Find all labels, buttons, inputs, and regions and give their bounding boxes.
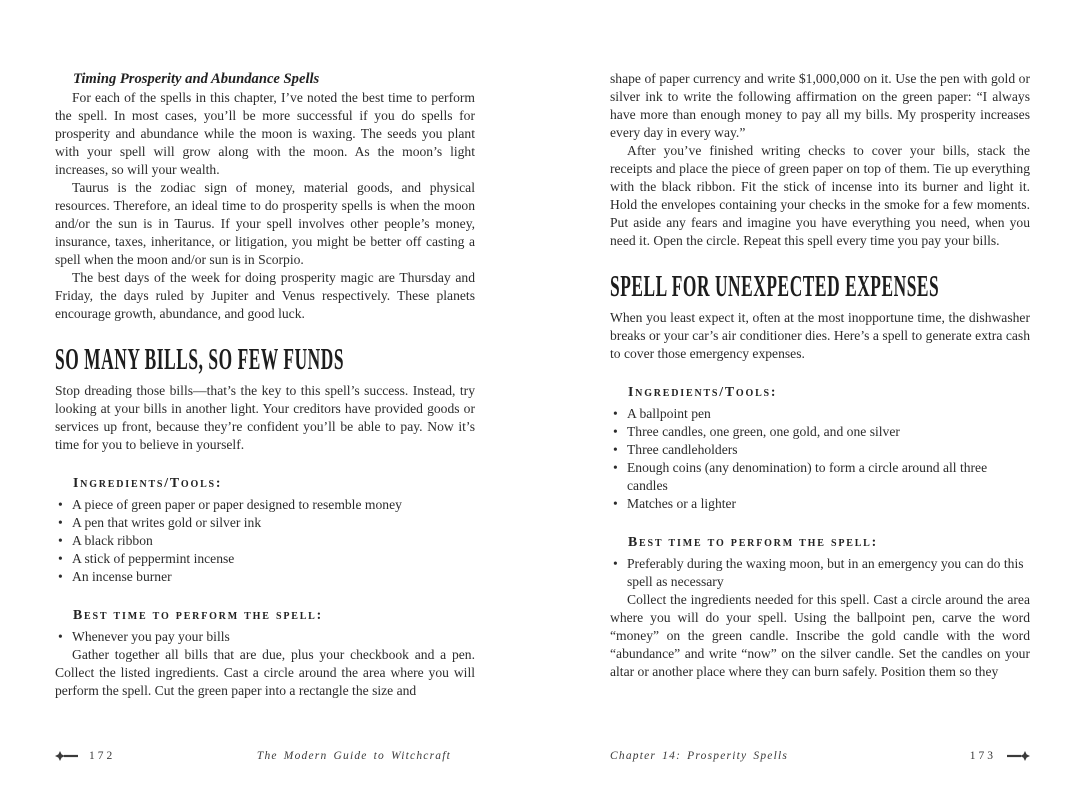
subheading-timing-spells: Timing Prosperity and Abundance Spells bbox=[73, 71, 320, 87]
body-paragraph: shape of paper currency and write $1,000,000 on it. Use the pen with gold or silver ink to write the following affirmation on the green paper: “I always have more than enough money to pay all my bills. My prosperity increases every day in every way.” bbox=[610, 71, 1030, 140]
arrow-ornament-right-icon bbox=[1006, 751, 1030, 761]
best-time-list bbox=[55, 628, 475, 646]
list-item: • Preferably during the waxing moon, but in an emergency you can do this spell as necessary bbox=[610, 555, 1030, 591]
section-intro-paragraph: When you least expect it, often at the most inopportune time, the dishwasher breaks or your car’s air conditioner dies. Here’s a spell to generate extra cash to cover those emergency expenses. bbox=[610, 310, 1030, 361]
page-number: 173 bbox=[969, 750, 996, 762]
list-item: • Three candleholders bbox=[610, 441, 1030, 459]
page-right bbox=[533, 0, 1066, 800]
section-heading-unexpected-expenses: SPELL FOR UNEXPECTED EXPENSES bbox=[610, 268, 940, 303]
page-right-content bbox=[610, 0, 1030, 681]
list-item: • Whenever you pay your bills bbox=[55, 628, 475, 646]
body-paragraph: The best days of the week for doing prosperity magic are Thursday and Friday, the days ruled by Jupiter and Venus respectively. These planets encourage growth, abundance, and good luck. bbox=[55, 270, 475, 321]
ingredients-tools-label: Ingredients/Tools: bbox=[73, 475, 223, 490]
page-number: 172 bbox=[89, 750, 116, 762]
list-item: • Three candles, one green, one gold, and one silver bbox=[610, 423, 1030, 441]
body-paragraph: For each of the spells in this chapter, I’ve noted the best time to perform the spell. In most cases, you’ll be more successful if you do spells for prosperity and abundance while the moon is waxing. The seeds you plant with your spell will grow along with the moon. As the moon’s light increases, so will your wealth. bbox=[55, 90, 475, 177]
footer-left bbox=[55, 750, 475, 762]
body-paragraph: Taurus is the zodiac sign of money, material goods, and physical resources. Therefore, an ideal time to do prosperity spells is when the moon and/or the sun is in Taurus. If your spell involves other people’s money, insurance, taxes, inheritance, or litigation, you might be better off casting a spell when the moon and/or sun is in Scorpio. bbox=[55, 180, 475, 267]
list-item: • A stick of peppermint incense bbox=[55, 550, 475, 568]
footer-right bbox=[610, 750, 1030, 762]
list-item: • A piece of green paper or paper designed to resemble money bbox=[55, 496, 475, 514]
arrow-ornament-left-icon bbox=[55, 751, 79, 761]
instructions-paragraph: Gather together all bills that are due, plus your checkbook and a pen. Collect the listed ingredients. Cast a circle around the area where you will perform the spell. Cut the green paper into a rectangle the size and bbox=[55, 647, 475, 698]
list-item: • Enough coins (any denomination) to form a circle around all three candles bbox=[610, 459, 1030, 495]
list-item: • A black ribbon bbox=[55, 532, 475, 550]
section-intro-paragraph: Stop dreading those bills—that’s the key to this spell’s success. Instead, try looking at your bills in another light. Your creditors have provided goods or services up front, because they’re confident you’ll be able to pay. Now it’s time for you to believe in yourself. bbox=[55, 383, 475, 452]
running-title: The Modern Guide to Witchcraft bbox=[256, 750, 451, 762]
instructions-paragraph: Collect the ingredients needed for this spell. Cast a circle around the area where you will do your spell. Using the ballpoint pen, carve the word “money” on the green candle. Inscribe the gold candle with the word “abundance” and write “now” on the silver candle. Set the candles on your altar or another place where they can burn safely. Position them so they bbox=[610, 592, 1030, 679]
ingredients-list bbox=[610, 405, 1030, 513]
list-item: • A ballpoint pen bbox=[610, 405, 1030, 423]
ingredients-tools-label: Ingredients/Tools: bbox=[628, 384, 778, 399]
ingredients-list bbox=[55, 496, 475, 586]
list-item: • Matches or a lighter bbox=[610, 495, 1030, 513]
page-left-content bbox=[55, 0, 475, 700]
list-item: • An incense burner bbox=[55, 568, 475, 586]
body-paragraph: After you’ve finished writing checks to cover your bills, stack the receipts and place the piece of green paper on top of them. Tie up everything with the black ribbon. Fit the stick of incense into its burner and light it. Hold the envelopes containing your checks in the smoke for a few moments. Put aside any fears and imagine you have everything you need, when you need it. Open the circle. Repeat this spell every time you pay your bills. bbox=[610, 143, 1030, 248]
list-item: • A pen that writes gold or silver ink bbox=[55, 514, 475, 532]
best-time-list bbox=[610, 555, 1030, 591]
best-time-label: Best time to perform the spell: bbox=[73, 607, 324, 622]
best-time-label: Best time to perform the spell: bbox=[628, 534, 879, 549]
section-heading-so-many-bills: SO MANY BILLS, SO FEW FUNDS bbox=[55, 341, 345, 376]
chapter-title: Chapter 14: Prosperity Spells bbox=[610, 750, 789, 762]
